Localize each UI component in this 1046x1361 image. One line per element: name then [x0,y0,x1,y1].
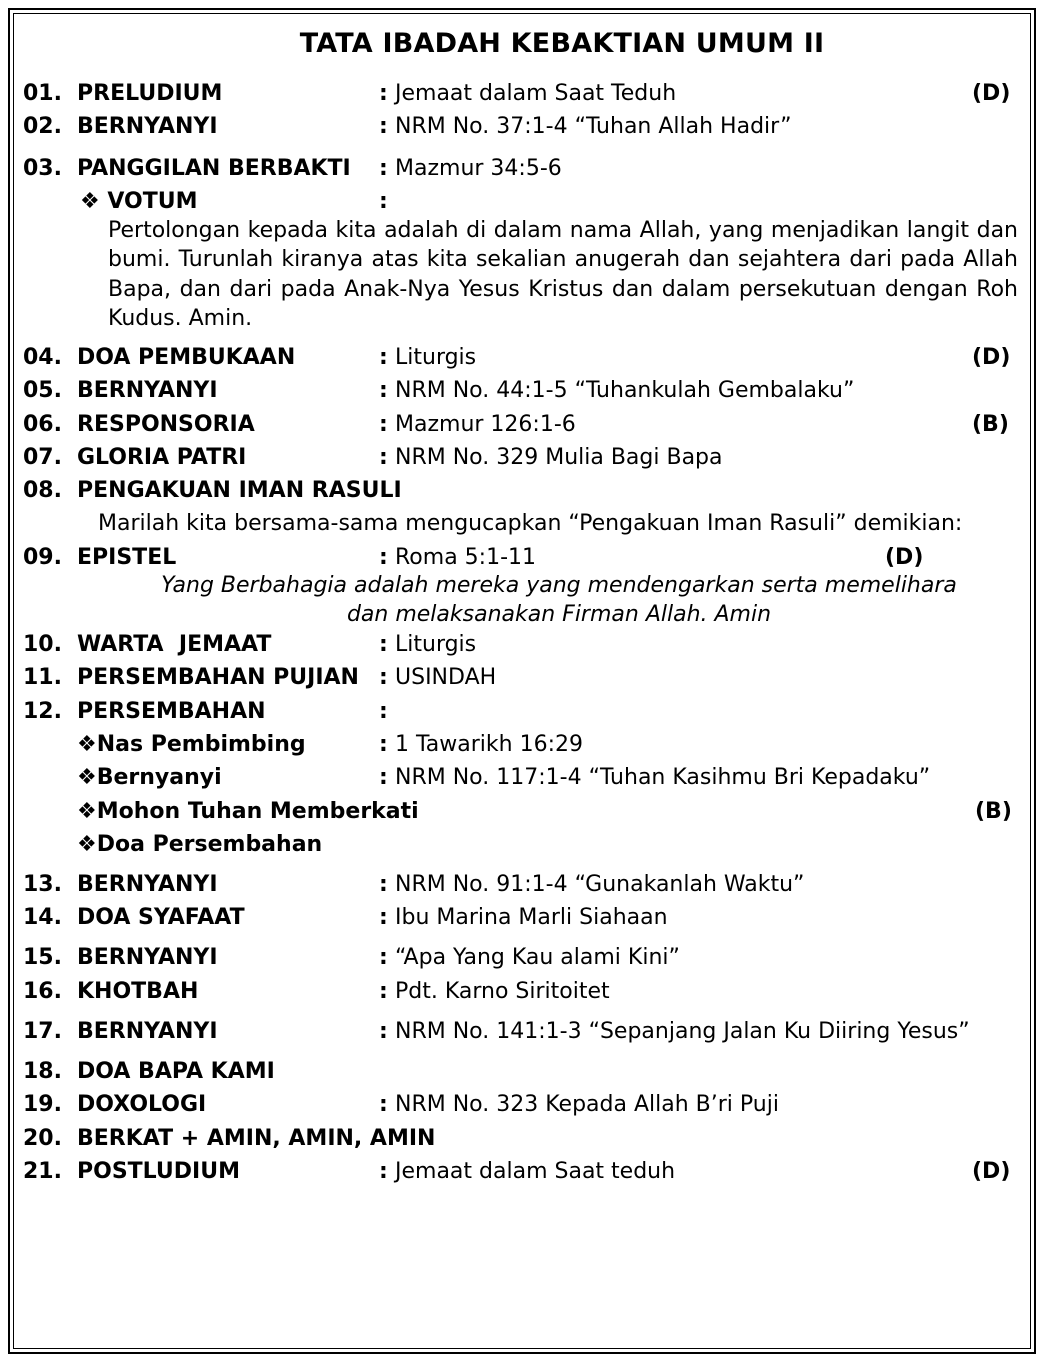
order-item-21 [0,1158,1046,1186]
order-item-02 [0,113,1046,141]
item-label: DOA BAPA KAMI [77,1059,275,1084]
item-value: Ibu Marina Marli Siahaan [395,905,668,930]
item-number: 21. [23,1159,62,1184]
offering-subitem-blessing [0,798,1046,826]
votum-text: Pertolongan kepada kita adalah di dalam nama Allah, yang menjadikan langit dan bumi. Turunlah kiranya atas kita sekalian anugerah dan sejahtera dari pada Allah Bapa, dan dari pada Anak-Nya Yesus Kristus dan dalam persekutuan dengan Roh Kudus. Amin. [108,218,1018,331]
item-value: NRM No. 44:1-5 “Tuhankulah Gembalaku” [395,378,855,403]
order-item-03 [0,155,1046,183]
subitem-label: ❖Bernyanyi [77,765,222,790]
item-label: PRELUDIUM [77,81,223,106]
order-item-19 [0,1091,1046,1119]
item-number: 20. [23,1126,62,1151]
item-label: PENGAKUAN IMAN RASULI [77,478,402,503]
item-colon: : [379,979,388,1004]
item-value: Liturgis [395,632,477,657]
item-number: 01. [23,81,62,106]
order-item-14 [0,904,1046,932]
item-colon: : [379,1159,388,1184]
order-item-04 [0,344,1046,372]
item-role-code: (D) [972,1159,1011,1184]
item-label: DOA PEMBUKAAN [77,345,296,370]
item-colon: : [379,345,388,370]
item-number: 06. [23,412,62,437]
order-item-10 [0,631,1046,659]
item-number: 17. [23,1019,62,1044]
item-value: NRM No. 329 Mulia Bagi Bapa [395,445,723,470]
page-title: TATA IBADAH KEBAKTIAN UMUM II [299,28,825,59]
offering-subitem-nas [0,731,1046,759]
subitem-role-code: (B) [975,799,1012,824]
item-number: 15. [23,945,62,970]
subitem-value: NRM No. 117:1-4 “Tuhan Kasihmu Bri Kepadaku” [395,765,931,790]
item-label: BERKAT + AMIN, AMIN, AMIN [77,1126,436,1151]
epistle-response-line-1: Yang Berbahagia adalah mereka yang mendengarkan serta memelihara [161,573,957,598]
order-item-16 [0,978,1046,1006]
item-value: NRM No. 37:1-4 “Tuhan Allah Hadir” [395,114,792,139]
votum-colon: : [379,189,388,214]
item-colon: : [379,872,388,897]
epistle-response-line-2: dan melaksanakan Firman Allah. Amin [346,602,772,627]
item-label: GLORIA PATRI [77,445,247,470]
item-value: NRM No. 91:1-4 “Gunakanlah Waktu” [395,872,805,897]
item-colon: : [379,545,388,570]
item-label: WARTA JEMAAT [77,632,272,657]
item-label: BERNYANYI [77,114,218,139]
item-number: 16. [23,979,62,1004]
item-number: 18. [23,1059,62,1084]
item-label: DOA SYAFAAT [77,905,245,930]
item-value: NRM No. 141:1-3 “Sepanjang Jalan Ku Diiring Yesus” [395,1019,970,1044]
order-item-12 [0,698,1046,726]
item-number: 04. [23,345,62,370]
order-item-11 [0,664,1046,692]
item-colon: : [379,81,388,106]
item-value: Jemaat dalam Saat Teduh [395,81,677,106]
subitem-label: ❖Nas Pembimbing [77,732,306,757]
order-item-06 [0,411,1046,439]
item-value: USINDAH [395,665,497,690]
item-value: Pdt. Karno Siritoitet [395,979,610,1004]
item-value: Mazmur 34:5-6 [395,156,562,181]
item-number: 19. [23,1092,62,1117]
item-label: PERSEMBAHAN [77,699,266,724]
item-label: PANGGILAN BERBAKTI [77,156,351,181]
votum-heading [0,188,1046,216]
subitem-label: ❖Mohon Tuhan Memberkati [77,799,419,824]
order-item-07 [0,444,1046,472]
item-colon: : [379,665,388,690]
item-colon: : [379,156,388,181]
item-number: 05. [23,378,62,403]
subitem-value: 1 Tawarikh 16:29 [395,732,583,757]
item-colon: : [379,905,388,930]
item-role-code: (D) [972,81,1011,106]
item-value: Jemaat dalam Saat teduh [395,1159,676,1184]
subitem-colon: : [379,732,388,757]
subitem-label: ❖Doa Persembahan [77,832,323,857]
order-item-01 [0,80,1046,108]
subitem-colon: : [379,765,388,790]
item-colon: : [379,1019,388,1044]
item-label: BERNYANYI [77,872,218,897]
item-number: 11. [23,665,62,690]
item-role-code: (D) [972,345,1011,370]
order-item-09 [0,544,1046,572]
item-role-code: (D) [885,545,924,570]
item-value: Roma 5:1-11 [395,545,537,570]
item-colon: : [379,632,388,657]
votum-label: ❖ VOTUM [80,189,198,214]
item-number: 07. [23,445,62,470]
item-number: 12. [23,699,62,724]
item-colon: : [379,114,388,139]
item-value: NRM No. 323 Kepada Allah B’ri Puji [395,1092,779,1117]
order-item-20 [0,1125,1046,1153]
item-value: Mazmur 126:1-6 [395,412,576,437]
item-role-code: (B) [972,412,1009,437]
creed-intro-text: Marilah kita bersama-sama mengucapkan “Pengakuan Iman Rasuli” demikian: [98,511,963,536]
item-label: DOXOLOGI [77,1092,207,1117]
item-number: 13. [23,872,62,897]
item-value: “Apa Yang Kau alami Kini” [395,945,680,970]
order-item-13 [0,871,1046,899]
item-label: PERSEMBAHAN PUJIAN [77,665,359,690]
item-colon: : [379,945,388,970]
item-number: 03. [23,156,62,181]
order-item-08 [0,477,1046,505]
order-item-05 [0,377,1046,405]
item-value: Liturgis [395,345,477,370]
order-item-15 [0,944,1046,972]
item-label: BERNYANYI [77,378,218,403]
item-label: RESPONSORIA [77,412,255,437]
order-item-17 [0,1018,1046,1046]
item-label: KHOTBAH [77,979,199,1004]
item-number: 02. [23,114,62,139]
item-label: EPISTEL [77,545,177,570]
order-item-18 [0,1058,1046,1086]
item-number: 08. [23,478,62,503]
item-number: 14. [23,905,62,930]
item-colon: : [379,412,388,437]
item-label: BERNYANYI [77,945,218,970]
item-label: POSTLUDIUM [77,1159,240,1184]
item-colon: : [379,378,388,403]
item-colon: : [379,699,388,724]
item-number: 10. [23,632,62,657]
item-number: 09. [23,545,62,570]
offering-subitem-prayer [0,831,1046,859]
item-colon: : [379,445,388,470]
offering-subitem-song [0,764,1046,792]
item-label: BERNYANYI [77,1019,218,1044]
item-colon: : [379,1092,388,1117]
